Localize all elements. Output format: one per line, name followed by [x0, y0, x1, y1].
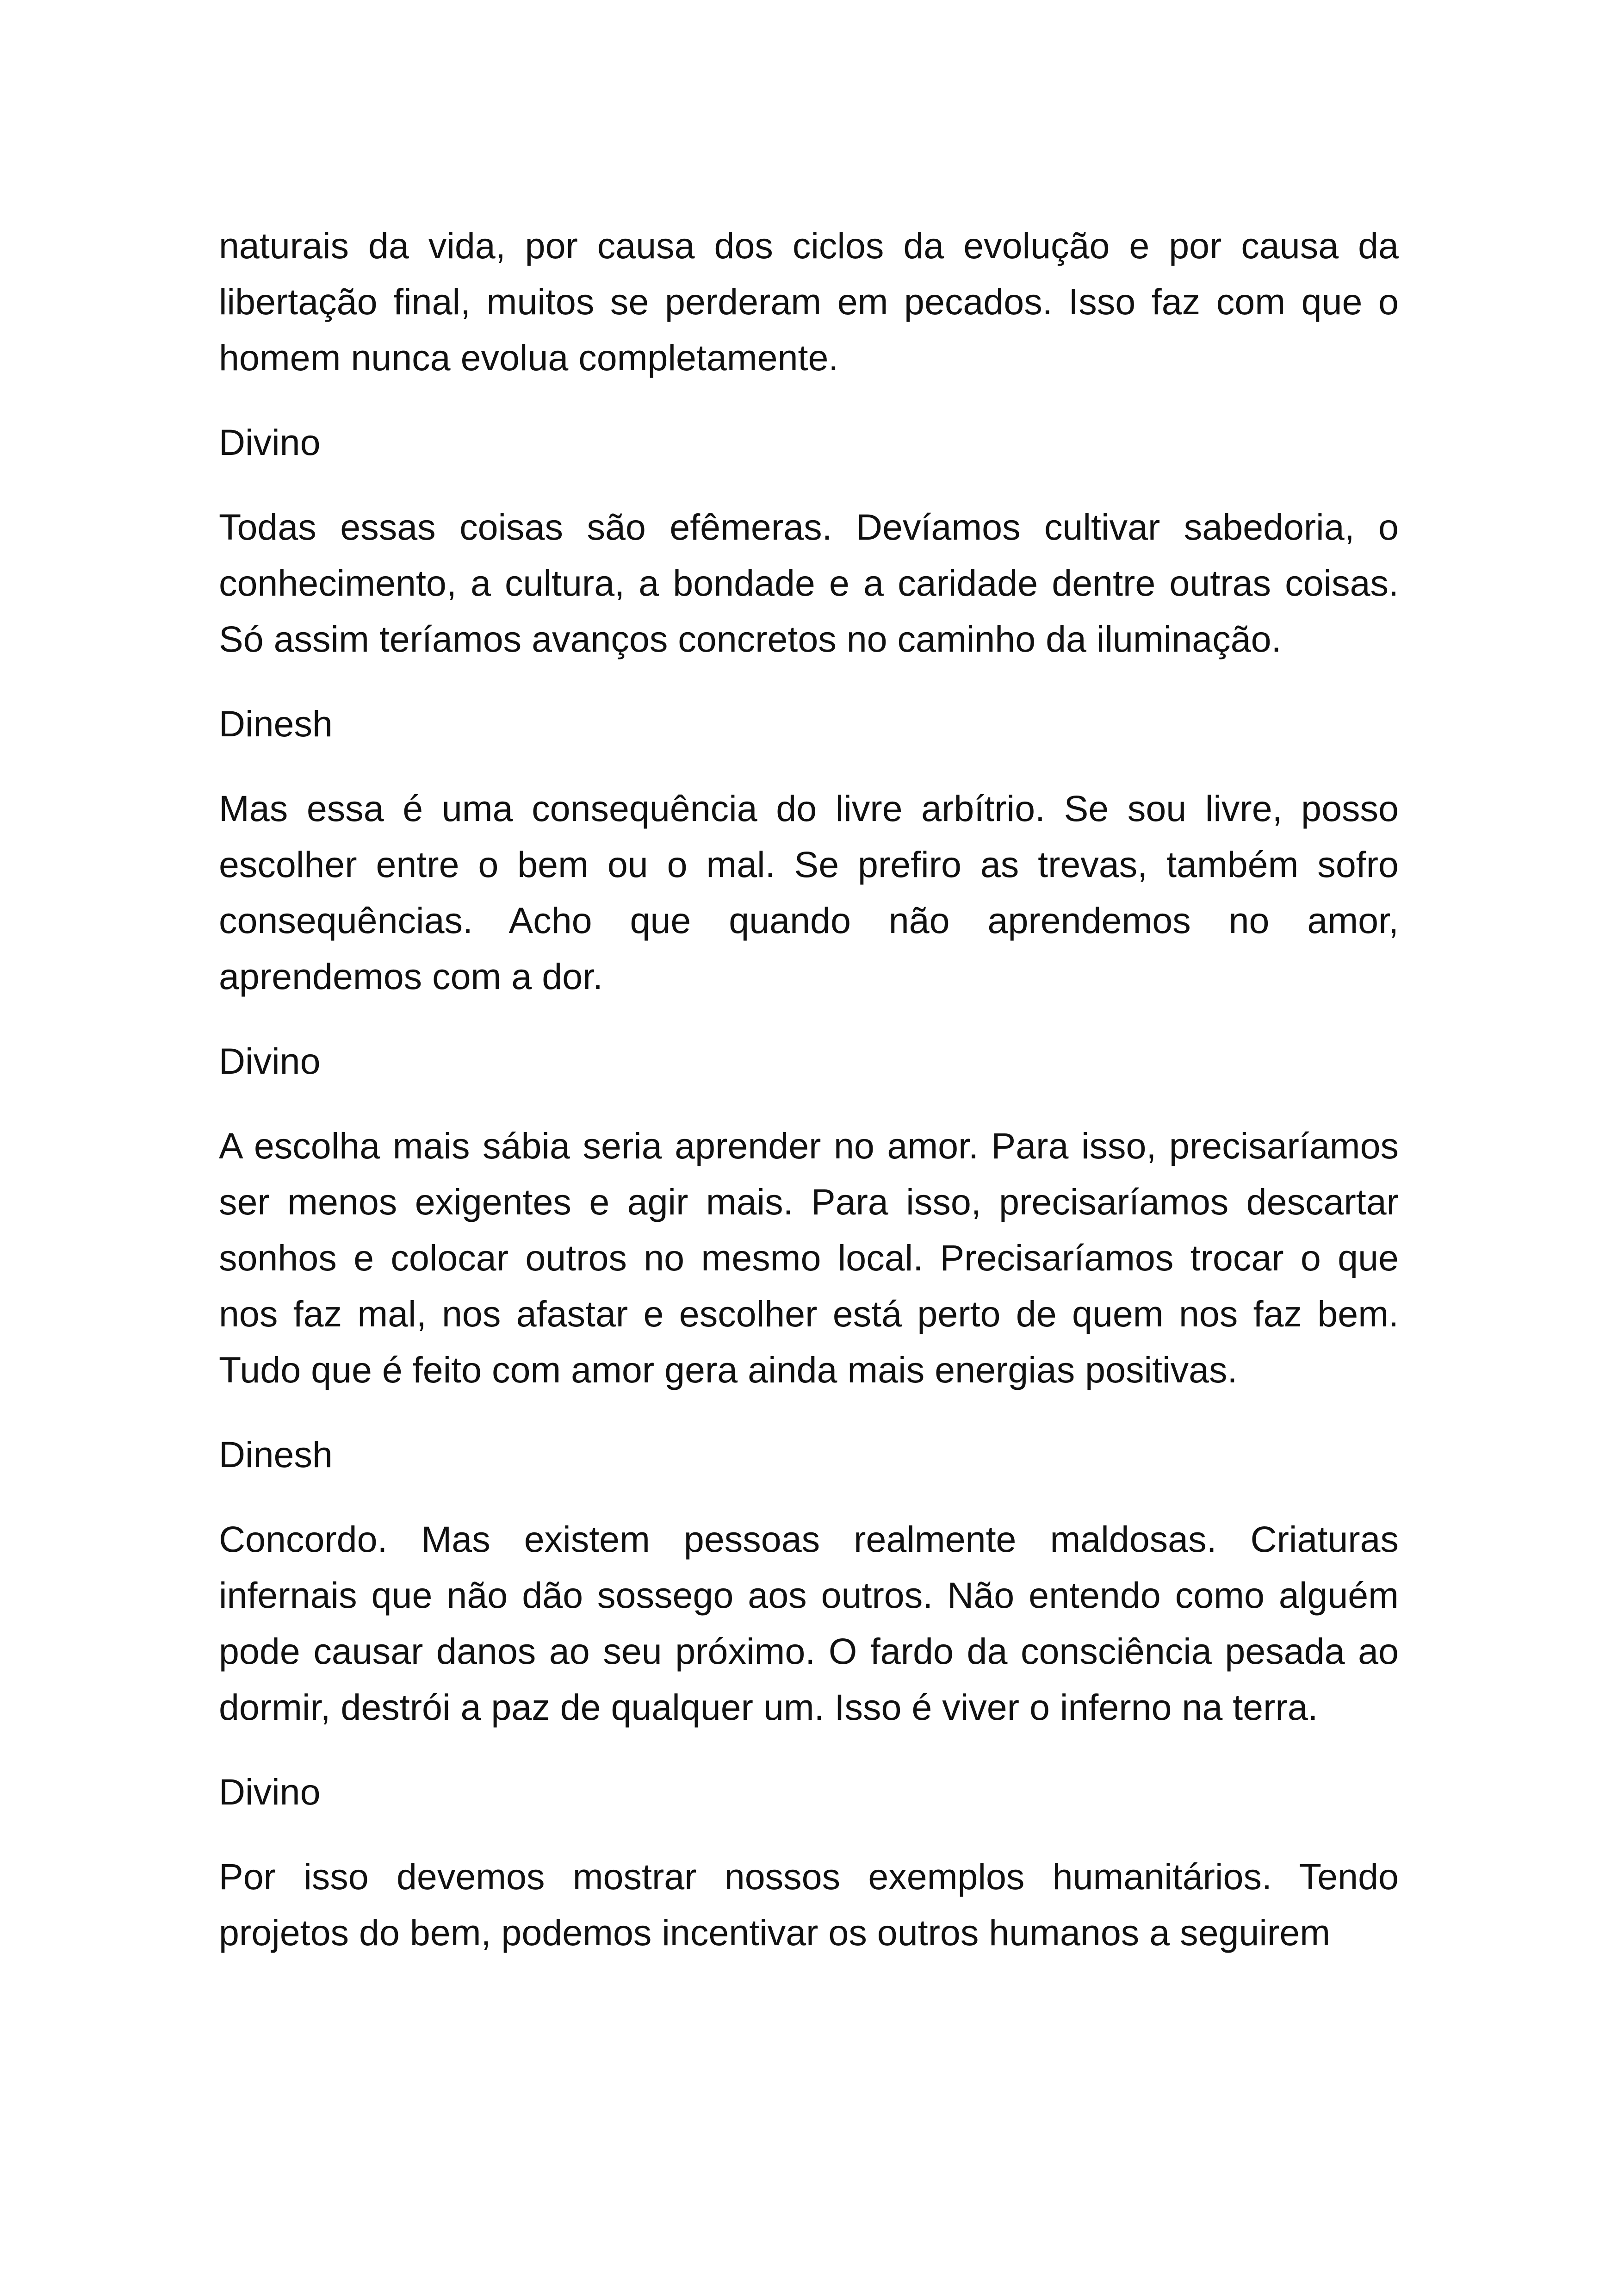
- speaker-name: Dinesh: [219, 703, 333, 744]
- paragraph: Por isso devemos mostrar nossos exemplos humanitários. Tendo projetos do bem, podemos incentivar os outros humanos a seguirem: [219, 1856, 1399, 1953]
- speaker-name: Divino: [219, 1771, 321, 1812]
- page-body: [219, 218, 1399, 1989]
- speaker-name: Divino: [219, 1040, 321, 1082]
- speaker-name: Dinesh: [219, 1434, 333, 1475]
- paragraph: Mas essa é uma consequência do livre arbítrio. Se sou livre, posso escolher entre o bem ou o mal. Se prefiro as trevas, também sofro consequências. Acho que quando não aprendemos no amor, aprendemos com a dor.: [219, 788, 1399, 997]
- paragraph: naturais da vida, por causa dos ciclos da evolução e por causa da libertação final, muitos se perderam em pecados. Isso faz com que o homem nunca evolua completamente.: [219, 225, 1399, 378]
- paragraph: A escolha mais sábia seria aprender no amor. Para isso, precisaríamos ser menos exigentes e agir mais. Para isso, precisaríamos descartar sonhos e colocar outros no mesmo local. Precisaríamos trocar o que nos faz mal, nos afastar e escolher está perto de quem nos faz bem. Tudo que é feito com amor gera ainda mais energias positivas.: [219, 1125, 1399, 1390]
- speaker-name: Divino: [219, 422, 321, 463]
- paragraph: Concordo. Mas existem pessoas realmente maldosas. Criaturas infernais que não dão sossego aos outros. Não entendo como alguém pode causar danos ao seu próximo. O fardo da consciência pesada ao dormir, destrói a paz de qualquer um. Isso é viver o inferno na terra.: [219, 1518, 1399, 1728]
- paragraph: Todas essas coisas são efêmeras. Devíamos cultivar sabedoria, o conhecimento, a cultura, a bondade e a caridade dentre outras coisas. Só assim teríamos avanços concretos no caminho da iluminação.: [219, 506, 1399, 660]
